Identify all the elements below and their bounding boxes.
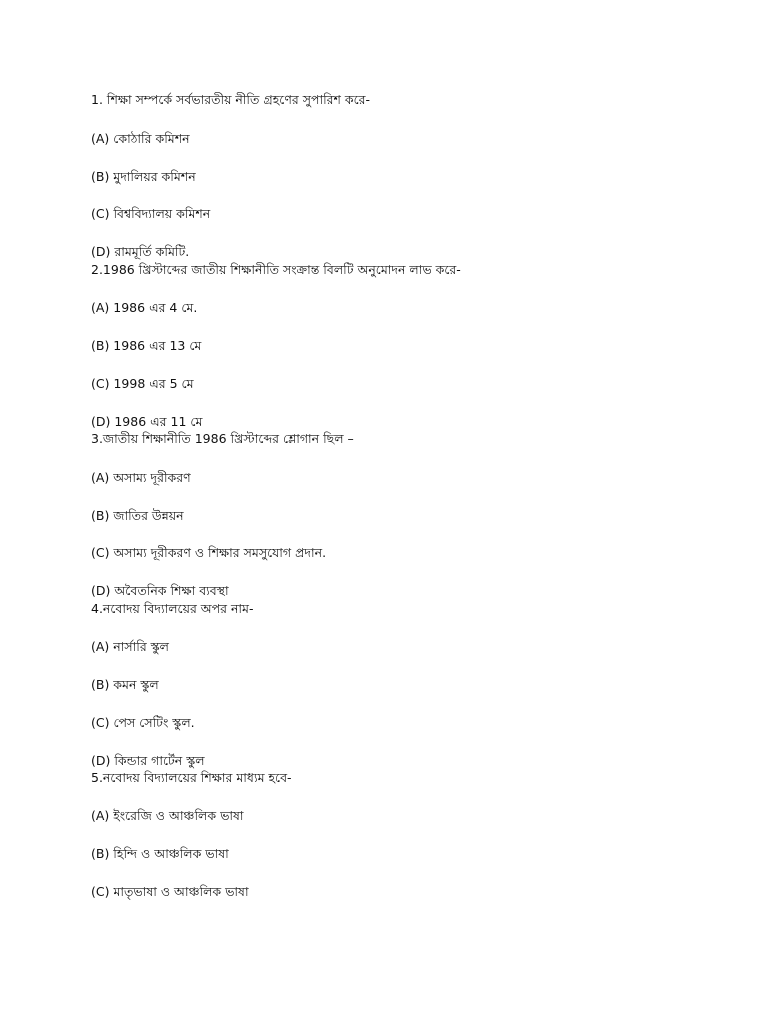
question-4-option-c: (C) পেস সেটিং স্কুল. <box>91 715 195 730</box>
question-4-option-d: (D) কিন্ডার গার্টেন স্কুল <box>91 753 205 768</box>
question-4-option-a: (A) নার্সারি স্কুল <box>91 639 169 654</box>
question-5-option-a: (A) ইংরেজি ও আঞ্চলিক ভাষা <box>91 808 244 823</box>
question-2-option-d: (D) 1986 এর 11 মে <box>91 414 203 429</box>
question-3-stem: 3.জাতীয় শিক্ষানীতি 1986 খ্রিস্টাব্দের শ্লোগান ছিল – <box>91 431 354 446</box>
question-5-stem: 5.নবোদয় বিদ্যালয়ের শিক্ষার মাধ্যম হবে- <box>91 770 292 785</box>
question-2-option-a: (A) 1986 এর 4 মে. <box>91 300 198 315</box>
question-3-option-a: (A) অসাম্য দূরীকরণ <box>91 470 191 485</box>
question-5-option-c: (C) মাতৃভাষা ও আঞ্চলিক ভাষা <box>91 884 249 899</box>
question-4-option-b: (B) কমন স্কুল <box>91 677 159 692</box>
question-5-option-b: (B) হিন্দি ও আঞ্চলিক ভাষা <box>91 846 229 861</box>
question-3-option-b: (B) জাতির উন্নয়ন <box>91 508 184 523</box>
question-1-option-a: (A) কোঠারি কমিশন <box>91 131 190 146</box>
question-4-stem: 4.নবোদয় বিদ্যালয়ের অপর নাম- <box>91 601 254 616</box>
question-3-option-c: (C) অসাম্য দূরীকরণ ও শিক্ষার সমসুযোগ প্রদান. <box>91 545 327 560</box>
question-1-option-b: (B) মুদালিয়র কমিশন <box>91 169 196 184</box>
question-1-stem: 1. শিক্ষা সম্পর্কে সর্বভারতীয় নীতি গ্রহণের সুপারিশ করে- <box>91 92 371 107</box>
question-1-option-c: (C) বিশ্ববিদ্যালয় কমিশন <box>91 206 211 221</box>
question-2-stem: 2.1986 খ্রিস্টাব্দের জাতীয় শিক্ষানীতি সংক্রান্ত বিলটি অনুমোদন লাভ করে- <box>91 262 461 277</box>
question-3-option-d: (D) অবৈতনিক শিক্ষা ব্যবস্থা <box>91 583 229 598</box>
question-2-option-c: (C) 1998 এর 5 মে <box>91 376 194 391</box>
question-1-option-d: (D) রামমূর্তি কমিটি. <box>91 244 190 259</box>
question-2-option-b: (B) 1986 এর 13 মে <box>91 338 202 353</box>
